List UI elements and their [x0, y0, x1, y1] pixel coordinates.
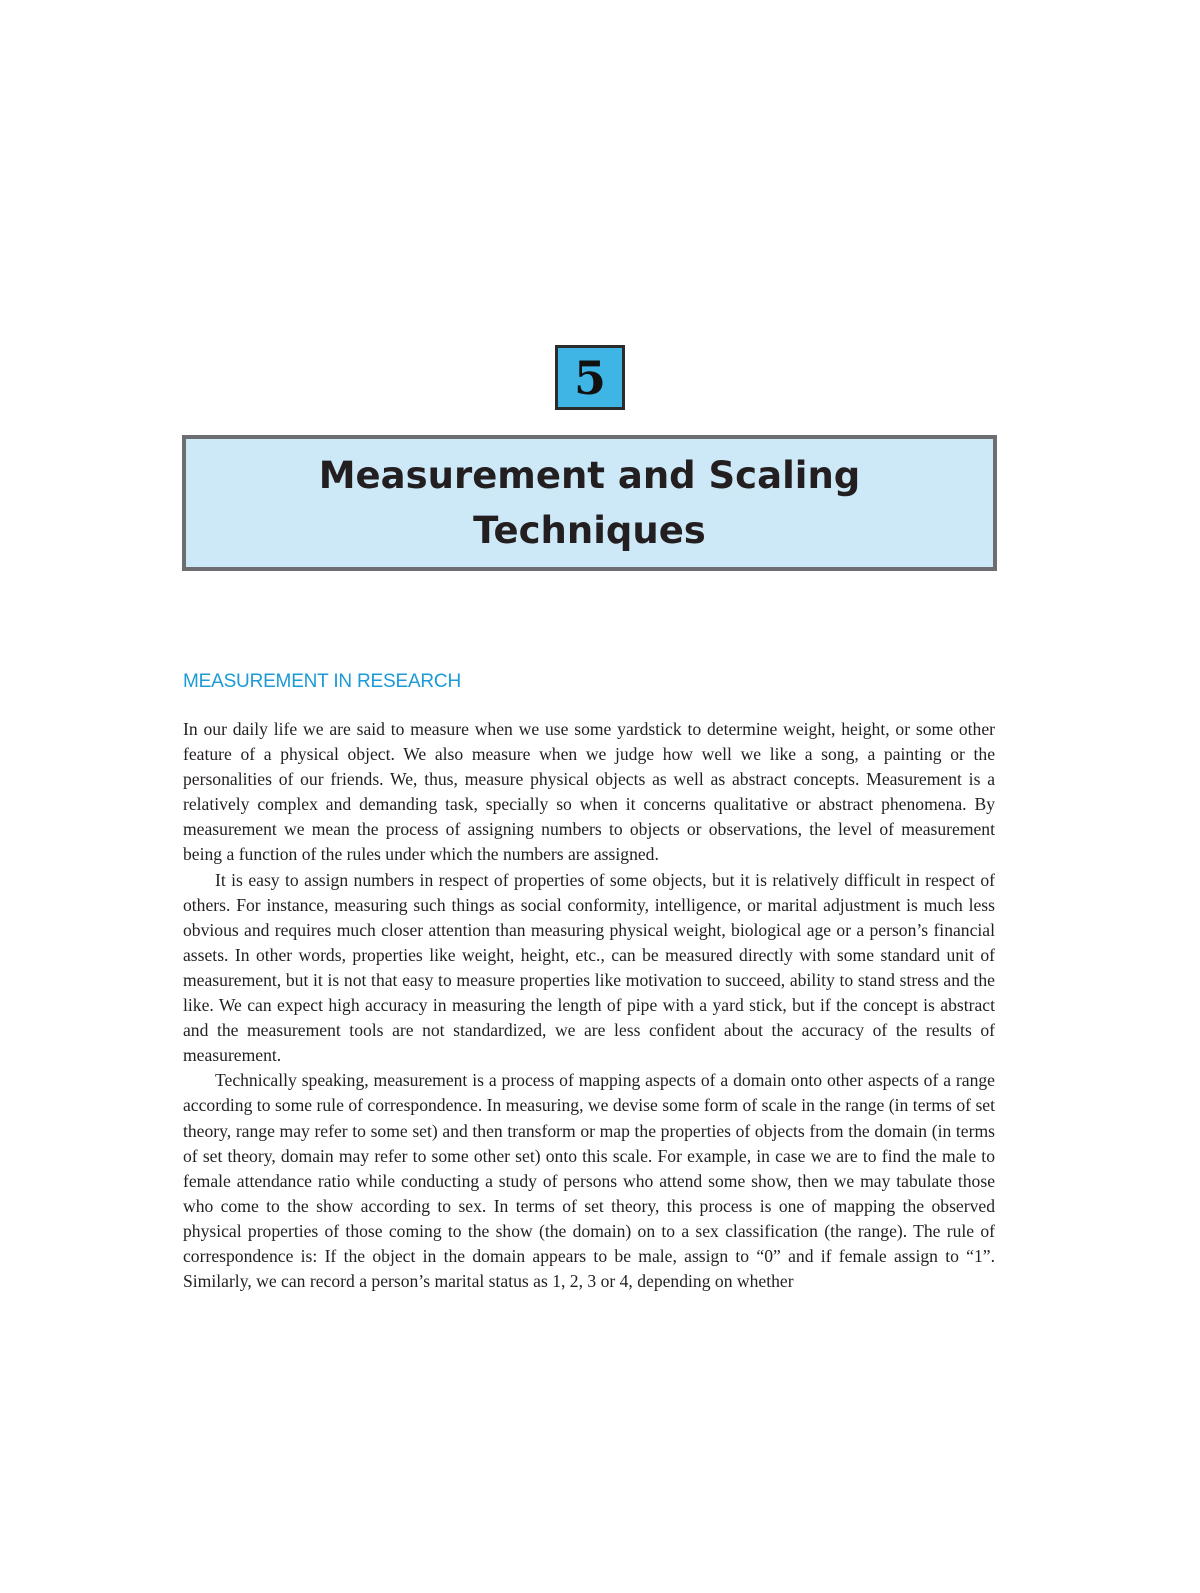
- paragraph-1: In our daily life we are said to measure when we use some yardstick to determine weight, height, or some other feature of a physical object. We also measure when we judge how well we like a song, a painting or the personalities of our friends. We, thus, measure physical objects as well as abstract concepts. Measurement is a relatively complex and demanding task, specially so when it concerns qualitative or abstract phenomena. By measurement we mean the process of assigning numbers to objects or observations, the level of measurement being a function of the rules under which the numbers are assigned.: [183, 719, 995, 865]
- paragraph-3: Technically speaking, measurement is a process of mapping aspects of a domain onto other aspects of a range according to some rule of correspondence. In measuring, we devise some form of scale in the range (in terms of set theory, range may refer to some set) and then transform or map the properties of objects from the domain (in terms of set theory, domain may refer to some other set) onto this scale. For example, in case we are to find the male to female attendance ratio while conducting a study of persons who attend some show, then we may tabulate those who come to the show according to sex. In terms of set theory, this process is one of mapping the observed physical properties of those coming to the show (the domain) on to a sex classification (the range). The rule of correspondence is: If the object in the domain appears to be male, assign to “0” and if female assign to “1”. Similarly, we can record a person’s marital status as 1, 2, 3 or 4, depending on whether: [183, 1070, 995, 1292]
- chapter-number: 5: [573, 350, 606, 405]
- chapter-title-banner: [182, 435, 997, 571]
- section-heading: MEASUREMENT IN RESEARCH: [183, 671, 461, 692]
- paragraph-2: It is easy to assign numbers in respect of properties of some objects, but it is relatively difficult in respect of others. For instance, measuring such things as social conformity, intelligence, or marital adjustment is much less obvious and requires much closer attention than measuring physical weight, biological age or a person’s financial assets. In other words, properties like weight, height, etc., can be measured directly with some standard unit of measurement, but it is not that easy to measure properties like motivation to succeed, ability to stand stress and the like. We can expect high accuracy in measuring the length of pipe with a yard stick, but if the concept is abstract and the measurement tools are not standardized, we are less confident about the accuracy of the results of measurement.: [183, 869, 995, 1066]
- chapter-title: Measurement and Scaling Techniques: [318, 454, 861, 552]
- body-text: [183, 717, 995, 1294]
- chapter-number-badge: [555, 345, 625, 410]
